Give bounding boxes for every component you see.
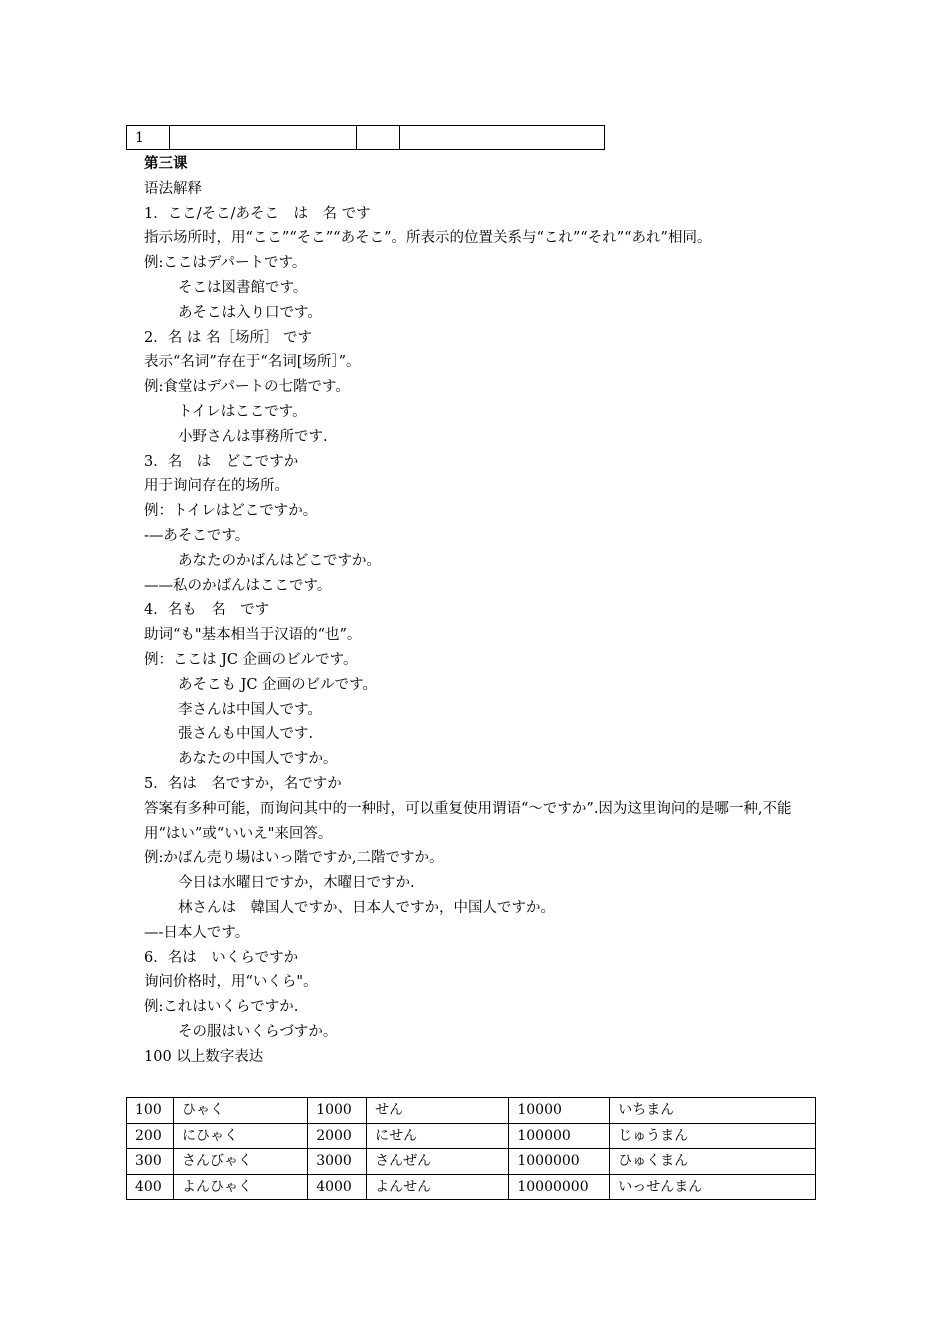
- header-cell: [170, 126, 357, 150]
- example-line: 例：ここは JC 企画のビルです。: [144, 651, 358, 668]
- reading-cell: さんぜん: [367, 1149, 509, 1175]
- grammar-heading: 6．名は いくらですか: [144, 949, 299, 966]
- example-line: 例:ここはデパートです。: [144, 255, 307, 272]
- example-line: あなたのかばんはどこですか。: [178, 552, 381, 569]
- lesson-title: 第三课: [144, 155, 188, 172]
- number-cell: 1000: [308, 1098, 367, 1124]
- example-line: 今日は水曜日ですか，木曜日ですか.: [178, 875, 415, 892]
- number-cell: 100000: [509, 1123, 610, 1149]
- example-line: その服はいくらづすか。: [178, 1023, 338, 1040]
- reading-cell: ひゃく: [173, 1098, 307, 1124]
- example-line: 小野さんは事務所です.: [178, 428, 328, 445]
- numbers-title: 100 以上数字表达: [144, 1048, 264, 1065]
- number-cell: 300: [127, 1149, 174, 1175]
- reading-cell: にひゃく: [173, 1123, 307, 1149]
- header-cell: [400, 126, 605, 150]
- example-line: 張さんも中国人です.: [178, 726, 314, 743]
- grammar-description: 询问价格时，用“いくら"。: [144, 974, 318, 991]
- example-line: そこは図書館です。: [178, 279, 308, 296]
- header-table: [126, 125, 605, 150]
- section-title: 语法解释: [144, 180, 202, 197]
- grammar-description: 用于询问存在的场所。: [144, 478, 289, 495]
- example-line: 李さんは中国人です。: [178, 701, 322, 718]
- reading-cell: さんびゃく: [173, 1149, 307, 1175]
- grammar-heading: 2．名 は 名［场所］ です: [144, 329, 313, 346]
- number-cell: 3000: [308, 1149, 367, 1175]
- number-cell: 1000000: [509, 1149, 610, 1175]
- table-row: [127, 1149, 816, 1175]
- reading-cell: よんせん: [367, 1174, 509, 1200]
- reading-cell: いちまん: [610, 1098, 816, 1124]
- number-cell: 10000000: [509, 1174, 610, 1200]
- grammar-description: 助词“も"基本相当于汉语的“也”。: [144, 627, 362, 644]
- example-line: あそこは入り口です。: [178, 304, 322, 321]
- reading-cell: せん: [367, 1098, 509, 1124]
- reading-cell: ひゅくまん: [610, 1149, 816, 1175]
- header-cell: [357, 126, 400, 150]
- grammar-description: 指示场所时，用“ここ”“そこ”“あそこ”。所表示的位置关系与“これ”“それ”“あれ”相同。: [144, 230, 712, 247]
- example-line: 例:これはいくらですか.: [144, 999, 299, 1016]
- grammar-heading: 5．名は 名ですか，名ですか: [144, 775, 342, 792]
- number-cell: 200: [127, 1123, 174, 1149]
- reading-cell: よんひゃく: [173, 1174, 307, 1200]
- table-row: [127, 1123, 816, 1149]
- number-cell: 400: [127, 1174, 174, 1200]
- example-line: -—あそこです。: [144, 527, 250, 544]
- example-line: 例:かばん売り場はいっ階ですか,二階ですか。: [144, 850, 444, 867]
- document-body: [144, 152, 816, 1069]
- number-cell: 2000: [308, 1123, 367, 1149]
- grammar-heading: 1．ここ/そこ/あそこ は 名 です: [144, 205, 371, 222]
- reading-cell: にせん: [367, 1123, 509, 1149]
- example-line: あなたの中国人ですか。: [178, 751, 338, 768]
- table-row: [127, 1098, 816, 1124]
- grammar-description: 表示“名词”存在于“名词[场所］”。: [144, 354, 361, 371]
- example-line: ——私のかばんはここです。: [144, 577, 332, 594]
- number-cell: 4000: [308, 1174, 367, 1200]
- example-line: 例：トイレはどこですか。: [144, 503, 318, 520]
- example-line: —-日本人です。: [144, 924, 250, 941]
- example-line: トイレはここです。: [178, 403, 307, 420]
- number-cell: 100: [127, 1098, 174, 1124]
- number-table: [126, 1097, 816, 1200]
- header-cell: 1: [127, 126, 170, 150]
- reading-cell: じゅうまん: [610, 1123, 816, 1149]
- reading-cell: いっせんまん: [610, 1174, 816, 1200]
- example-line: 林さんは 韓国人ですか、日本人ですか，中国人ですか。: [178, 899, 555, 916]
- grammar-heading: 3．名 は どこですか: [144, 453, 299, 470]
- grammar-heading: 4．名も 名 です: [144, 602, 270, 619]
- example-line: 例:食堂はデパートの七階です。: [144, 379, 350, 396]
- number-cell: 10000: [509, 1098, 610, 1124]
- table-row: [127, 1174, 816, 1200]
- example-line: あそこも JC 企画のビルです。: [178, 676, 377, 693]
- grammar-description: 答案有多种可能，而询问其中的一种时，可以重复使用谓语“～ですか”.因为这里询问的是哪一种,不能用“はい”或“いいえ"来回答。: [144, 800, 792, 842]
